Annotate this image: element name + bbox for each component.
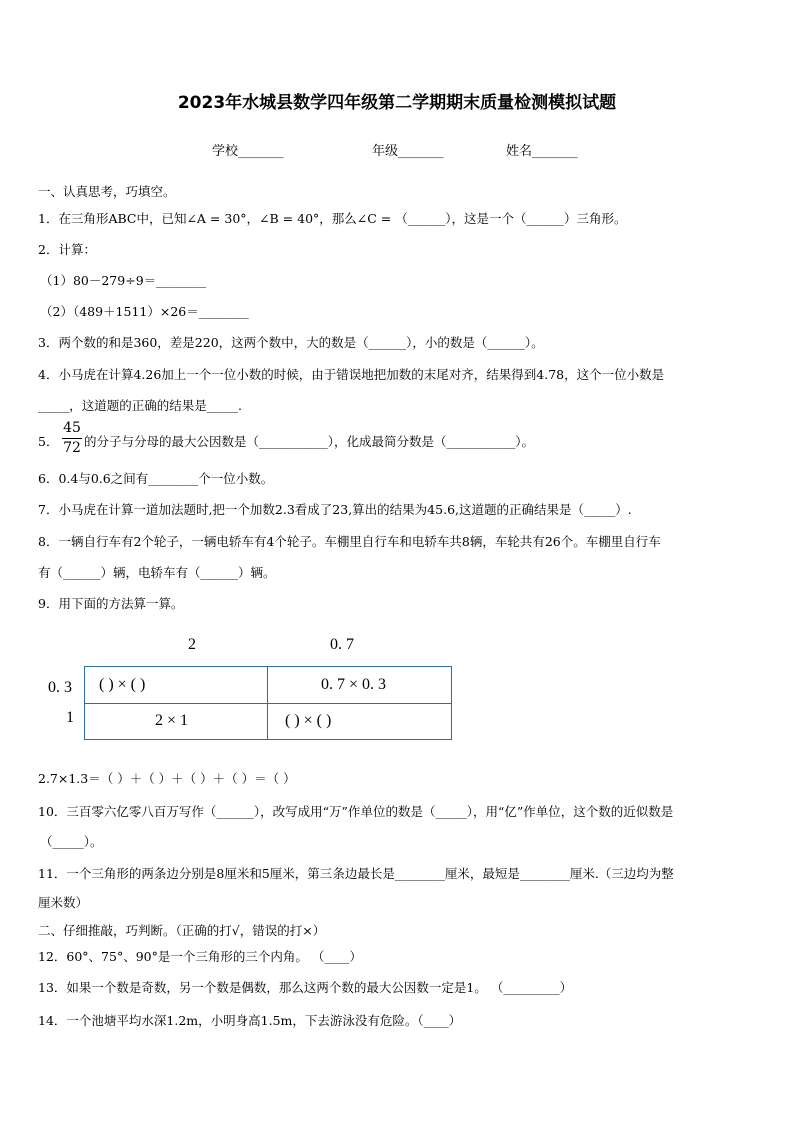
question-8-line-1: 8．一辆自行车有2个轮子，一辆电轿车有4个轮子。车棚里自行车和电轿车共8辆，车轮共有26个。车棚里自行车 xyxy=(38,534,661,549)
question-4-line-2: _____，这道题的正确的结果是_____. xyxy=(38,398,242,413)
grid-cell-r2c2: ( ) × ( ) xyxy=(285,712,332,729)
question-7: 7．小马虎在计算一道加法题时,把一个加数2.3看成了23,算出的结果为45.6,这道题的正确结果是（_____）. xyxy=(38,502,632,517)
question-11-line-1: 11．一个三角形的两条边分别是8厘米和5厘米，第三条边最长是________厘米，最短是________厘米.（三边均为整 xyxy=(38,866,674,881)
row-header-1: 1 xyxy=(66,709,74,726)
row-header-0-3: 0. 3 xyxy=(48,679,72,696)
question-2: 2．计算： xyxy=(38,242,96,257)
question-5-fraction xyxy=(62,420,82,457)
question-1: 1．在三角形ABC中，已知∠A = 30°，∠B = 40°，那么∠C = （______），这是一个（______）三角形。 xyxy=(38,211,627,226)
question-10-line-2: （_____）。 xyxy=(40,834,103,849)
fraction-numerator: 45 xyxy=(62,420,82,439)
column-header-0-7: 0. 7 xyxy=(330,636,354,653)
question-10-line-1: 10．三百零六亿零八百万写作（______），改写成用“万”作单位的数是（_____），用“亿”作单位，这个数的近似数是 xyxy=(38,804,674,819)
question-14: 14．一个池塘平均水深1.2m，小明身高1.5m，下去游泳没有危险。（____） xyxy=(38,1013,462,1028)
question-2-part-1: （1）80－279÷9＝________ xyxy=(40,273,207,288)
fraction-denominator: 72 xyxy=(63,440,81,456)
grid-cell-r1c1: ( ) × ( ) xyxy=(99,676,146,693)
question-5-label: 5． xyxy=(38,434,59,449)
question-9-equation: 2.7×1.3＝（ ）＋（ ）＋（ ）＋（ ）＝（ ） xyxy=(38,771,296,786)
question-13: 13．如果一个数是奇数，另一个数是偶数，那么这两个数的最大公因数一定是1。 （_________） xyxy=(38,980,573,995)
school-field: 学校_______ xyxy=(212,144,284,159)
grid-horizontal-divider xyxy=(85,703,451,704)
grid-cell-r2c1: 2 × 1 xyxy=(155,712,189,729)
question-11-line-2: 厘米数） xyxy=(38,895,89,910)
name-field: 姓名_______ xyxy=(506,144,578,159)
question-2-part-2: （2）（489＋1511）×26＝________ xyxy=(40,304,249,319)
page-title: 2023年水城县数学四年级第二学期期末质量检测模拟试题 xyxy=(177,93,617,113)
question-6: 6．0.4与0.6之间有________个一位小数。 xyxy=(38,471,274,486)
column-header-2: 2 xyxy=(188,636,196,653)
area-model-grid xyxy=(84,666,452,740)
grade-field: 年级_______ xyxy=(372,144,444,159)
question-9: 9．用下面的方法算一算。 xyxy=(38,596,184,611)
section-1-heading: 一、认真思考，巧填空。 xyxy=(38,184,176,199)
grid-cell-r1c2: 0. 7 × 0. 3 xyxy=(321,676,387,693)
question-4-line-1: 4．小马虎在计算4.26加上一个一位小数的时候，由于错误地把加数的末尾对齐，结果得到4.78，这个一位小数是 xyxy=(38,367,665,382)
question-8-line-2: 有（______）辆，电轿车有（______）辆。 xyxy=(38,565,276,580)
section-2-heading: 二、仔细推敲，巧判断。（正确的打√，错误的打×） xyxy=(38,923,326,938)
question-12: 12．60°、75°、90°是一个三角形的三个内角。 （____） xyxy=(38,949,362,964)
question-3: 3．两个数的和是360，差是220，这两个数中，大的数是（______），小的数是（______）。 xyxy=(38,335,544,350)
question-5: 的分子与分母的最大公因数是（___________），化成最简分数是（___________）。 xyxy=(84,434,535,449)
